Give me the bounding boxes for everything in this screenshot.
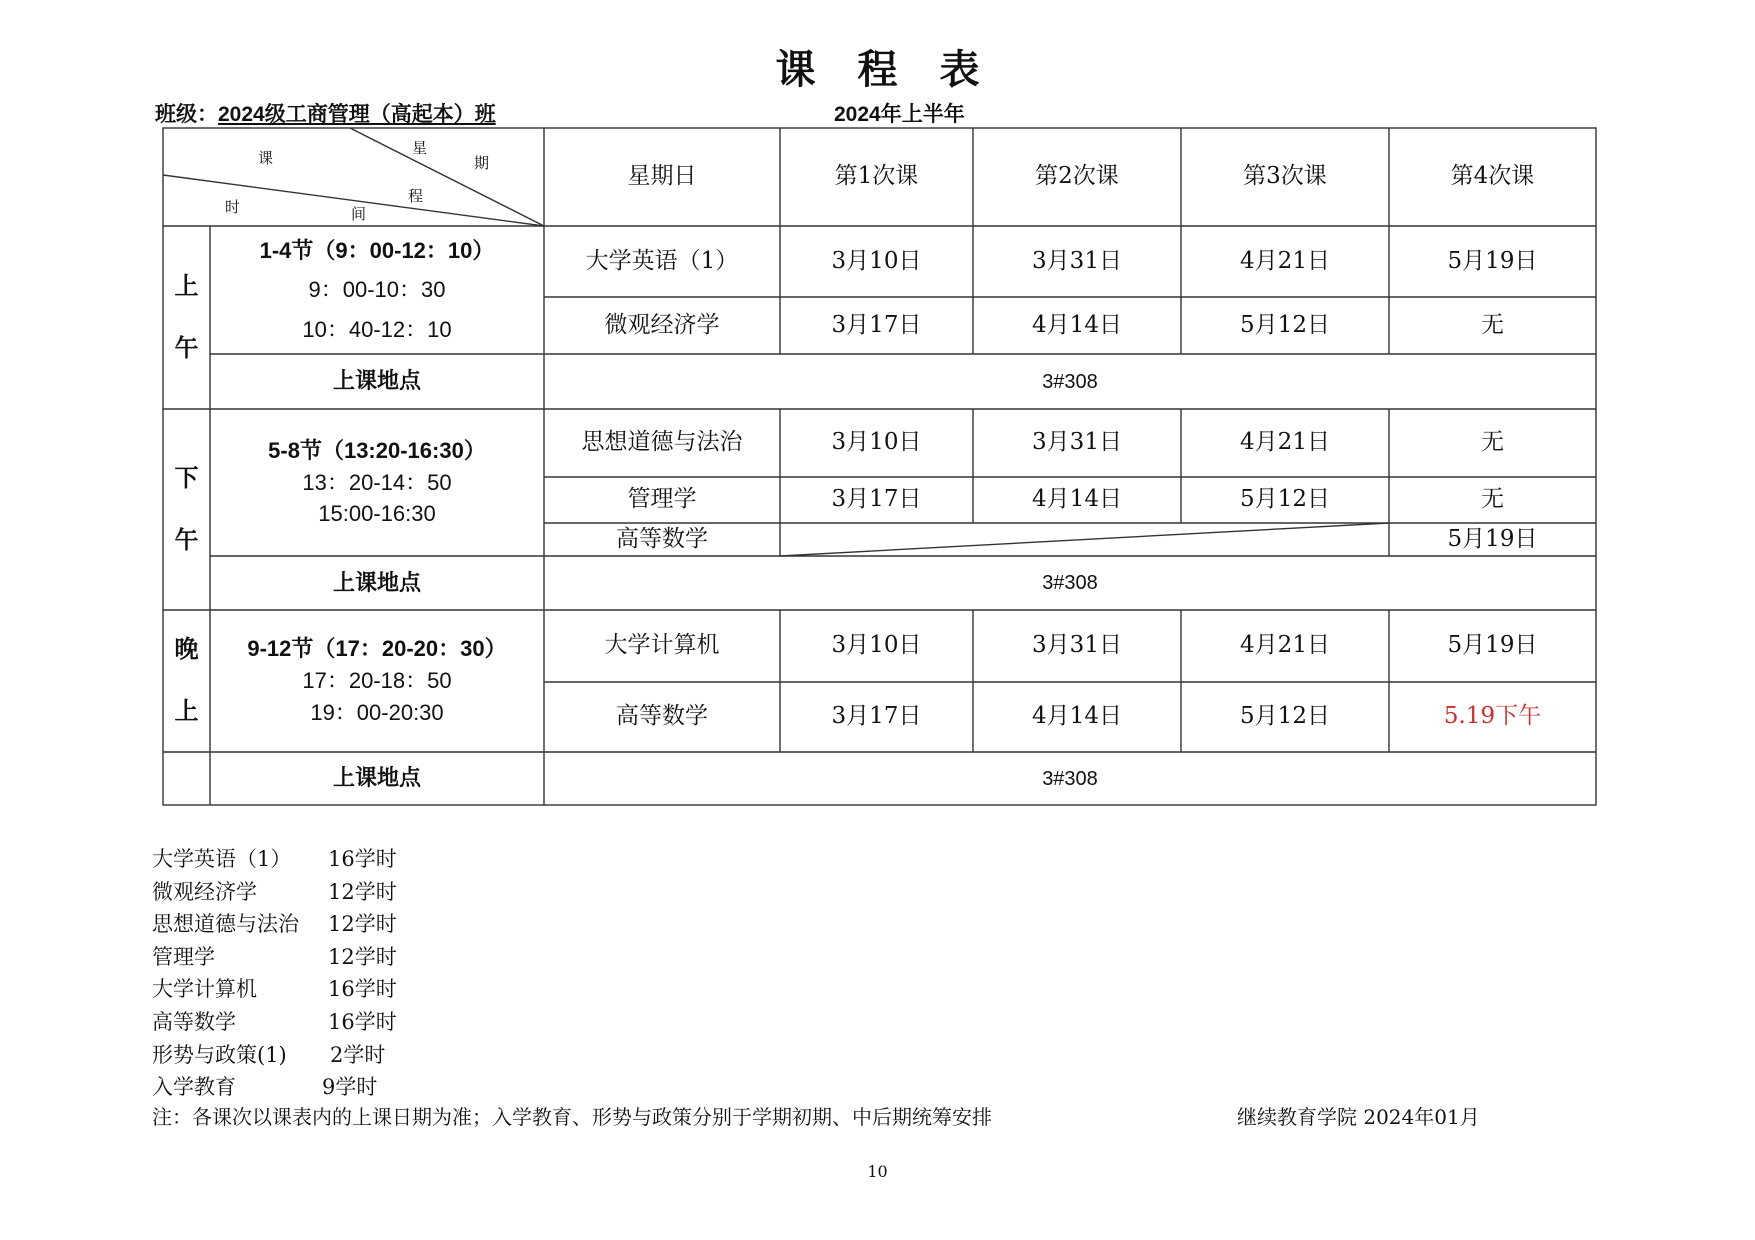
- list-item: [152, 973, 397, 1006]
- course-name: 大学计算机: [604, 632, 720, 659]
- course-hours: 2学时: [330, 1042, 386, 1067]
- time-slot: 15:00-16:30: [318, 501, 436, 527]
- diag-label-xing: 星: [412, 139, 428, 157]
- period-char: 晚: [174, 636, 199, 663]
- course-name: 大学计算机: [152, 977, 257, 1002]
- period-char: 上: [174, 698, 199, 725]
- course-date: 3月31日: [1032, 247, 1122, 274]
- header-day: 星期日: [627, 163, 697, 190]
- course-date: 5月12日: [1240, 311, 1330, 338]
- time-heading: 9-12节（17：20-20：30）: [247, 636, 507, 662]
- class-label: 班级：: [155, 103, 218, 126]
- course-name: 大学英语（1）: [152, 847, 292, 871]
- course-hours: 9学时: [322, 1075, 378, 1100]
- course-date: 5月12日: [1240, 703, 1330, 730]
- header-lesson-3: 第3次课: [1243, 163, 1327, 190]
- course-name: 管理学: [627, 486, 697, 513]
- course-hours: 12学时: [328, 944, 397, 969]
- period-char: 午: [174, 526, 199, 554]
- course-date: 4月14日: [1032, 311, 1122, 338]
- diag-label-cheng: 程: [408, 187, 424, 205]
- course-date: 5月12日: [1240, 486, 1330, 513]
- time-slot: 9：00-10：30: [308, 277, 446, 303]
- diag-label-qi: 期: [474, 154, 490, 172]
- course-name: 大学英语（1）: [585, 247, 739, 274]
- list-item: [152, 1039, 397, 1072]
- footnote: 注：各课次以课表内的上课日期为准；入学教育、形势与政策分别于学期初期、中后期统筹安排: [152, 1105, 992, 1129]
- course-date: 3月17日: [831, 703, 922, 730]
- footer-org: 继续教育学院 2024年01月: [1237, 1105, 1480, 1129]
- time-block-evening: [210, 610, 544, 752]
- hours-list: [152, 843, 397, 1104]
- page-number: 10: [867, 1162, 888, 1181]
- course-hours: 16学时: [328, 977, 397, 1002]
- list-item: [152, 1006, 397, 1039]
- page-title: 课程表: [775, 46, 1022, 93]
- time-slot: 17：20-18：50: [302, 668, 452, 694]
- course-name: 高等数学: [616, 703, 708, 730]
- course-name: 形势与政策(1): [152, 1042, 287, 1067]
- course-name: 思想道德与法治: [581, 429, 743, 456]
- period-char: 上: [174, 272, 199, 300]
- course-name: 微观经济学: [152, 879, 257, 904]
- course-date: 4月21日: [1240, 429, 1330, 456]
- course-date: 无: [1481, 311, 1504, 338]
- list-item: [152, 1071, 397, 1104]
- location-label: 上课地点: [332, 368, 421, 394]
- course-hours: 12学时: [328, 912, 397, 937]
- course-name: 微观经济学: [604, 311, 720, 338]
- list-item: [152, 941, 397, 974]
- diag-label-shi: 时: [225, 198, 241, 216]
- period-afternoon: [163, 409, 210, 610]
- period-char: 午: [174, 334, 199, 362]
- time-heading: 5-8节（13:20-16:30）: [268, 437, 486, 463]
- course-date: 5月19日: [1447, 525, 1538, 552]
- course-date: 3月10日: [831, 429, 922, 456]
- location-value: 3#308: [1042, 370, 1098, 393]
- course-date: 3月31日: [1032, 429, 1122, 456]
- course-date: 3月10日: [831, 247, 922, 274]
- term-label: 2024年上半年: [834, 103, 965, 126]
- location-label: 上课地点: [332, 569, 421, 595]
- course-date-highlight: 5.19下午: [1443, 703, 1542, 730]
- course-date: 3月31日: [1032, 632, 1122, 659]
- header-lesson-1: 第1次课: [834, 163, 919, 190]
- time-slot: 19：00-20:30: [310, 699, 444, 725]
- diag-label-ke: 课: [258, 149, 274, 167]
- course-date: 4月14日: [1032, 486, 1122, 513]
- course-name: 管理学: [152, 944, 215, 969]
- time-slot: 13：20-14：50: [302, 469, 452, 495]
- list-item: [152, 908, 397, 941]
- course-hours: 16学时: [328, 847, 397, 871]
- course-hours: 12学时: [328, 879, 397, 904]
- course-date: 5月19日: [1447, 247, 1538, 274]
- course-date: 3月17日: [831, 311, 922, 338]
- course-hours: 16学时: [328, 1009, 397, 1034]
- period-evening: [163, 610, 210, 752]
- location-label: 上课地点: [332, 765, 421, 791]
- course-date: 3月10日: [831, 632, 922, 659]
- course-date: 4月21日: [1240, 247, 1330, 274]
- course-name: 高等数学: [616, 525, 708, 552]
- header-lesson-4: 第4次课: [1450, 163, 1535, 190]
- time-slot: 10：40-12：10: [302, 316, 452, 342]
- location-value: 3#308: [1042, 767, 1098, 790]
- period-char: 下: [174, 464, 199, 492]
- course-name: 入学教育: [152, 1075, 236, 1100]
- course-date: 5月19日: [1447, 632, 1538, 659]
- course-name: 高等数学: [152, 1009, 236, 1034]
- course-name: 思想道德与法治: [152, 912, 299, 937]
- location-value: 3#308: [1042, 572, 1098, 594]
- time-block-morning: [210, 226, 544, 354]
- list-item: [152, 876, 397, 909]
- time-block-afternoon: [210, 409, 544, 556]
- course-date: 无: [1481, 429, 1504, 456]
- period-morning: [163, 226, 210, 409]
- header-lesson-2: 第2次课: [1035, 163, 1119, 190]
- course-date: 4月21日: [1240, 632, 1330, 659]
- diag-label-jian: 间: [351, 205, 367, 223]
- course-date: 4月14日: [1032, 703, 1122, 730]
- list-item: [152, 843, 397, 876]
- time-heading: 1-4节（9：00-12：10）: [259, 237, 495, 263]
- class-name: 2024级工商管理（高起本）班: [218, 103, 496, 126]
- course-date: 3月17日: [831, 486, 922, 513]
- course-date: 无: [1481, 486, 1504, 513]
